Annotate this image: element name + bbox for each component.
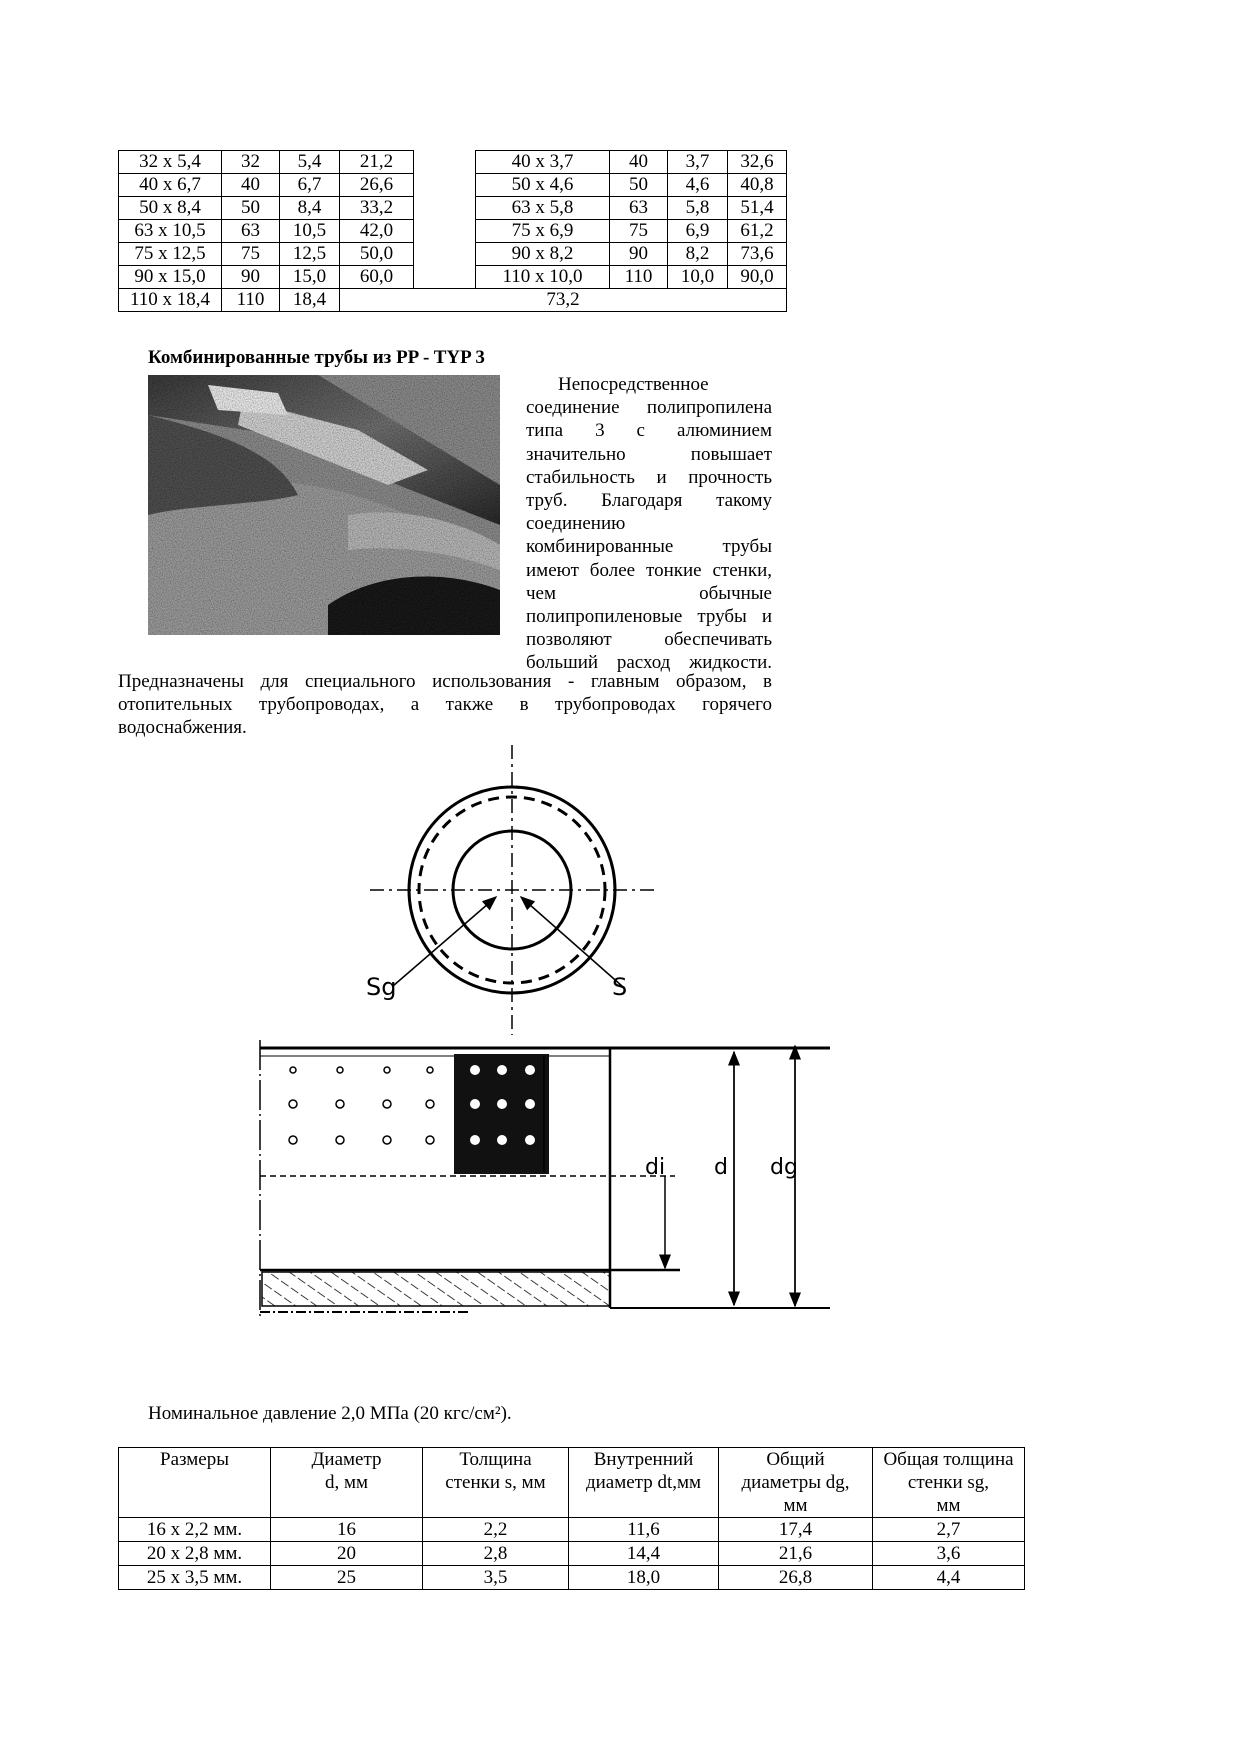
table-cell: 75 x 6,9 [476,220,610,243]
table-cell: 42,0 [340,220,414,243]
table-row [119,1542,1025,1566]
table-cell: 11,6 [569,1518,719,1542]
table-row [119,289,787,312]
table-cell: 110 x 10,0 [476,266,610,289]
table-cell: 32,6 [728,151,787,174]
table-cell: 40 x 3,7 [476,151,610,174]
table-cell: 15,0 [280,266,340,289]
label-s: S [612,973,628,1001]
table-header-row [119,1448,1025,1518]
table-cell: 51,4 [728,197,787,220]
table-gap [414,151,476,174]
table-cell: 73,6 [728,243,787,266]
table-cell: 40 [222,174,280,197]
side-paragraph-text: Непосредственное соединение полипропилена типа 3 с алюминием значительно повышает стабильность и прочность труб. Благодаря такому соединению комбинированные трубы имеют более тонкие стенки, чем обычные полипропиленовые трубы и позволяют обеспечивать больший расход жидкости. [526,374,772,674]
column-header [719,1448,873,1518]
table-cell: 90 [222,266,280,289]
table-cell: 21,2 [340,151,414,174]
table-cell: 12,5 [280,243,340,266]
table-cell: 2,2 [423,1518,569,1542]
column-header-line: мм [936,1495,961,1516]
table-cell-merged: 73,2 [340,289,787,312]
label-sg: Sg [366,973,397,1001]
column-header [271,1448,423,1518]
column-header-line: стенки s, мм [445,1472,546,1493]
table-cell: 26,8 [719,1566,873,1590]
table-gap [414,243,476,266]
label-dg: dg [770,1155,798,1180]
table-cell: 110 [222,289,280,312]
table-cell: 3,5 [423,1566,569,1590]
table-cell: 40 [610,151,668,174]
table-cell: 110 [610,266,668,289]
pipe-photo [148,375,500,635]
table-cell: 110 x 18,4 [119,289,222,312]
table-cell: 90 x 15,0 [119,266,222,289]
table-cell: 61,2 [728,220,787,243]
table-cell: 8,4 [280,197,340,220]
column-header [873,1448,1025,1518]
table-cell: 60,0 [340,266,414,289]
column-header-line: Размеры [160,1449,229,1470]
usage-paragraph: Предназначены для специального использования - главным образом, в отопительных трубопроводах, а также в трубопроводах горячего водоснабжения. [118,671,772,738]
table-cell: 6,7 [280,174,340,197]
cross-section [366,745,655,1035]
table-row [119,174,787,197]
column-header-line: диаметр dt,мм [585,1472,702,1493]
table-cell: 16 x 2,2 мм. [119,1518,271,1542]
table-cell: 50 [610,174,668,197]
table-cell: 75 x 12,5 [119,243,222,266]
table-gap [414,266,476,289]
table-cell: 10,0 [668,266,728,289]
table-cell: 50,0 [340,243,414,266]
column-header [569,1448,719,1518]
nominal-pressure-text: Номинальное давление 2,0 МПа (20 кгс/см²). [148,1403,512,1424]
table-cell: 63 [610,197,668,220]
table-cell: 26,6 [340,174,414,197]
label-di: di [645,1155,666,1180]
table-cell: 25 [271,1566,423,1590]
table-cell: 17,4 [719,1518,873,1542]
column-header-line: диаметры dg, [741,1472,850,1493]
table-row [119,220,787,243]
table-cell: 90,0 [728,266,787,289]
column-header-line: Общий [766,1449,825,1470]
table-cell: 18,0 [569,1566,719,1590]
table-cell: 90 [610,243,668,266]
table-cell: 3,7 [668,151,728,174]
table-row [119,151,787,174]
pipe-technical-diagram [240,740,840,1340]
table-cell: 75 [610,220,668,243]
table-row [119,266,787,289]
table-cell: 4,6 [668,174,728,197]
table-cell: 20 x 2,8 мм. [119,1542,271,1566]
table-cell: 40,8 [728,174,787,197]
description-side-paragraph [526,373,772,675]
table-cell: 75 [222,243,280,266]
table-cell: 33,2 [340,197,414,220]
table-gap [414,174,476,197]
table-cell: 63 [222,220,280,243]
table-cell: 63 x 10,5 [119,220,222,243]
section-heading: Комбинированные трубы из PP - TYP 3 [148,347,485,368]
table-row [119,243,787,266]
table-cell: 20 [271,1542,423,1566]
table-cell: 2,7 [873,1518,1025,1542]
table-cell: 5,8 [668,197,728,220]
table-cell: 2,8 [423,1542,569,1566]
table-cell: 5,4 [280,151,340,174]
table-cell: 6,9 [668,220,728,243]
table-cell: 32 x 5,4 [119,151,222,174]
table-cell: 32 [222,151,280,174]
table-cell: 10,5 [280,220,340,243]
column-header-line: стенки sg, [907,1472,990,1493]
table-cell: 21,6 [719,1542,873,1566]
column-header-line: Общая толщина [883,1449,1014,1470]
table-cell: 25 x 3,5 мм. [119,1566,271,1590]
dimensions-table-lower [118,1447,1025,1590]
column-header [423,1448,569,1518]
dimensions-table-upper [118,150,787,312]
table-row [119,1566,1025,1590]
longitudinal-section [260,1040,830,1320]
column-header-line: Толщина [459,1449,532,1470]
table-cell: 16 [271,1518,423,1542]
table-gap [414,220,476,243]
label-d: d [714,1155,728,1180]
table-cell: 8,2 [668,243,728,266]
table-cell: 14,4 [569,1542,719,1566]
table-cell: 40 x 6,7 [119,174,222,197]
table-gap [414,197,476,220]
table-cell: 4,4 [873,1566,1025,1590]
table-cell: 18,4 [280,289,340,312]
column-header [119,1448,271,1518]
table-cell: 3,6 [873,1542,1025,1566]
table-cell: 50 x 8,4 [119,197,222,220]
table-cell: 50 [222,197,280,220]
column-header-line: Диаметр [311,1449,382,1470]
table-row [119,1518,1025,1542]
table-row [119,197,787,220]
table-cell: 50 x 4,6 [476,174,610,197]
table-cell: 63 x 5,8 [476,197,610,220]
table-cell: 90 x 8,2 [476,243,610,266]
column-header-line: мм [783,1495,808,1516]
column-header-line: d, мм [324,1472,369,1493]
column-header-line: Внутренний [593,1449,694,1470]
